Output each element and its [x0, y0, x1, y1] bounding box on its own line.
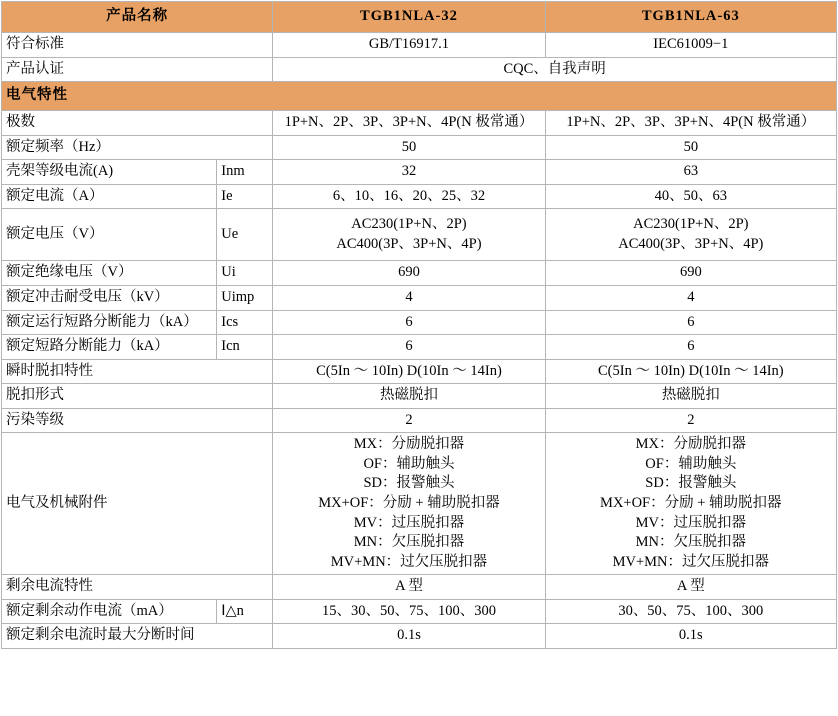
row-code-rated-current: Ie: [217, 184, 273, 209]
row-value-frame-current-a: 32: [273, 160, 545, 185]
table-row: [2, 184, 837, 209]
row-value-impulse-voltage-a: 4: [273, 285, 545, 310]
row-code-insulation-voltage: Ui: [217, 261, 273, 286]
row-label-insulation-voltage: 额定绝缘电压（V）: [2, 261, 217, 286]
table-row: [2, 359, 837, 384]
row-value-trip-type-b: 热磁脱扣: [545, 384, 836, 409]
row-code-icn: Icn: [217, 335, 273, 360]
row-label-icn: 额定短路分断能力（kA）: [2, 335, 217, 360]
specification-table: [1, 1, 837, 649]
row-value-residual-type-a: A 型: [273, 575, 545, 600]
table-row: [2, 160, 837, 185]
row-value-residual-current-a: 15、30、50、75、100、300: [273, 599, 545, 624]
row-value-pollution-b: 2: [545, 408, 836, 433]
row-label-poles: 极数: [2, 111, 273, 136]
row-value-break-time-a: 0.1s: [273, 624, 545, 649]
row-label-frequency: 额定频率（Hz）: [2, 135, 273, 160]
row-label-standard: 符合标准: [2, 33, 273, 58]
row-value-ics-b: 6: [545, 310, 836, 335]
row-label-trip-curve: 瞬时脱扣特性: [2, 359, 273, 384]
table-row: [2, 135, 837, 160]
row-value-poles-b: 1P+N、2P、3P、3P+N、4P(N 极常通）: [545, 111, 836, 136]
row-value-certification: CQC、自我声明: [273, 57, 837, 82]
row-code-residual-current: Ⅰ△n: [217, 599, 273, 624]
row-label-rated-current: 额定电流（A）: [2, 184, 217, 209]
section-header-row: [2, 82, 837, 111]
row-value-trip-curve-b: C(5In ～ 10In) D(10In ～ 14In): [545, 359, 836, 384]
table-row: [2, 624, 837, 649]
table-row: [2, 599, 837, 624]
row-value-standard-b: IEC61009−1: [545, 33, 836, 58]
row-label-impulse-voltage: 额定冲击耐受电压（kV）: [2, 285, 217, 310]
row-label-residual-current: 额定剩余动作电流（mA）: [2, 599, 217, 624]
row-value-frequency-a: 50: [273, 135, 545, 160]
table-row: [2, 310, 837, 335]
row-code-ics: Ics: [217, 310, 273, 335]
section-title-electrical: 电气特性: [2, 82, 837, 111]
row-label-break-time: 额定剩余电流时最大分断时间: [2, 624, 273, 649]
row-code-frame-current: Inm: [217, 160, 273, 185]
row-value-frame-current-b: 63: [545, 160, 836, 185]
table-row: [2, 111, 837, 136]
row-value-rated-voltage-b: AC230(1P+N、2P) AC400(3P、3P+N、4P): [545, 209, 836, 261]
row-label-frame-current: 壳架等级电流(A): [2, 160, 217, 185]
row-value-icn-b: 6: [545, 335, 836, 360]
row-label-trip-type: 脱扣形式: [2, 384, 273, 409]
row-value-pollution-a: 2: [273, 408, 545, 433]
row-label-pollution: 污染等级: [2, 408, 273, 433]
header-model-b: TGB1NLA-63: [545, 2, 836, 33]
table-row: [2, 575, 837, 600]
row-label-residual-type: 剩余电流特性: [2, 575, 273, 600]
row-value-insulation-voltage-b: 690: [545, 261, 836, 286]
row-value-trip-type-a: 热磁脱扣: [273, 384, 545, 409]
row-value-poles-a: 1P+N、2P、3P、3P+N、4P(N 极常通）: [273, 111, 545, 136]
row-value-residual-type-b: A 型: [545, 575, 836, 600]
row-value-rated-current-a: 6、10、16、20、25、32: [273, 184, 545, 209]
table-row: [2, 57, 837, 82]
table-row: [2, 408, 837, 433]
header-product-name: 产品名称: [2, 2, 273, 33]
table-row: [2, 261, 837, 286]
row-value-trip-curve-a: C(5In ～ 10In) D(10In ～ 14In): [273, 359, 545, 384]
table-row-accessories: [2, 433, 837, 575]
header-model-a: TGB1NLA-32: [273, 2, 545, 33]
table-row: [2, 33, 837, 58]
row-label-ics: 额定运行短路分断能力（kA）: [2, 310, 217, 335]
row-label-certification: 产品认证: [2, 57, 273, 82]
row-label-rated-voltage: 额定电压（V）: [2, 209, 217, 261]
row-label-accessories: 电气及机械附件: [2, 433, 273, 575]
row-value-impulse-voltage-b: 4: [545, 285, 836, 310]
table-row: [2, 384, 837, 409]
row-value-standard-a: GB/T16917.1: [273, 33, 545, 58]
row-value-icn-a: 6: [273, 335, 545, 360]
row-value-accessories-b: MX：分励脱扣器 OF：辅助触头 SD：报警触头 MX+OF：分励 + 辅助脱扣器 MV：过压脱扣器 MN：欠压脱扣器 MV+MN：过欠压脱扣器: [545, 433, 836, 575]
row-value-insulation-voltage-a: 690: [273, 261, 545, 286]
row-value-rated-voltage-a: AC230(1P+N、2P) AC400(3P、3P+N、4P): [273, 209, 545, 261]
table-header-row: [2, 2, 837, 33]
row-value-accessories-a: MX：分励脱扣器 OF：辅助触头 SD：报警触头 MX+OF：分励 + 辅助脱扣器 MV：过压脱扣器 MN：欠压脱扣器 MV+MN：过欠压脱扣器: [273, 433, 545, 575]
row-value-frequency-b: 50: [545, 135, 836, 160]
row-code-impulse-voltage: Uimp: [217, 285, 273, 310]
table-row: [2, 209, 837, 261]
row-value-rated-current-b: 40、50、63: [545, 184, 836, 209]
table-row: [2, 285, 837, 310]
row-value-residual-current-b: 30、50、75、100、300: [545, 599, 836, 624]
row-value-ics-a: 6: [273, 310, 545, 335]
table-row: [2, 335, 837, 360]
row-value-break-time-b: 0.1s: [545, 624, 836, 649]
row-code-rated-voltage: Ue: [217, 209, 273, 261]
